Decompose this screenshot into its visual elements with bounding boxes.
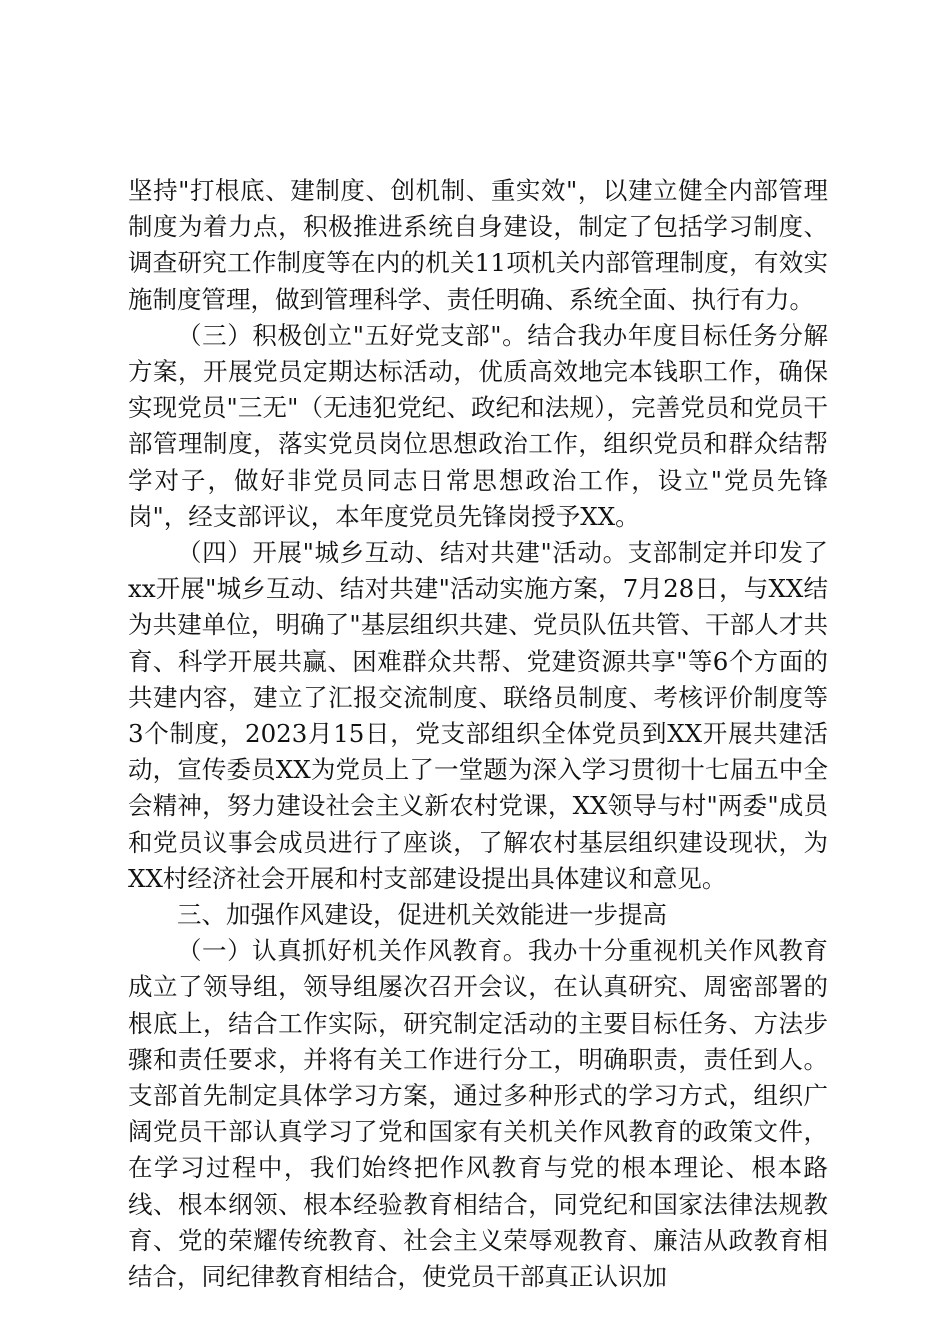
document-body xyxy=(128,173,828,1295)
section-heading: 三、加强作风建设，促进机关效能进一步提高 xyxy=(177,900,667,930)
paragraph-2: （三）积极创立"五好党支部"。结合我办年度目标任务分解方案，开展党员定期达标活动，优质高效地完本钱职工作，确保实现党员"三无"（无违犯党纪、政纪和法规），完善党员和党员干部管理制度，落实党员岗位思想政治工作，组织党员和群众结帮学对子，做好非党员同志日常思想政治工作，设立"党员先锋岗"，经支部评议，本年度党员先锋岗授予XX。 xyxy=(128,320,828,531)
paragraph-3: （四）开展"城乡互动、结对共建"活动。支部制定并印发了xx开展"城乡互动、结对共建"活动实施方案，7月28日，与XX结为共建单位，明确了"基层组织共建、党员队伍共管、干部人才共育、科学开展共赢、困难群众共帮、党建资源共享"等6个方面的共建内容，建立了汇报交流制度、联络员制度、考核评价制度等3个制度，2023月15日，党支部组织全体党员到XX开展共建活动，宣传委员XX为党员上了一堂题为深入学习贯彻十七届五中全会精神，努力建设社会主义新农村党课，XX领导与村"两委"成员和党员议事会成员进行了座谈，了解农村基层组织建设现状，为XX村经济社会开展和村支部建设提出具体建议和意见。 xyxy=(128,538,828,893)
paragraph-1: 坚持"打根底、建制度、创机制、重实效"，以建立健全内部管理制度为着力点，积极推进系统自身建设，制定了包括学习制度、调查研究工作制度等在内的机关11项机关内部管理制度，有效实施制度管理，做到管理科学、责任明确、系统全面、执行有力。 xyxy=(128,176,828,314)
paragraph-5: （一）认真抓好机关作风教育。我办十分重视机关作风教育成立了领导组，领导组屡次召开会议，在认真研究、周密部署的根底上，结合工作实际，研究制定活动的主要目标任务、方法步骤和责任要求，并将有关工作进行分工，明确职责，责任到人。支部首先制定具体学习方案，通过多种形式的学习方式，组织广阔党员干部认真学习了党和国家有关机关作风教育的政策文件，在学习过程中，我们始终把作风教育与党的根本理论、根本路线、根本纲领、根本经验教育相结合，同党纪和国家法律法规教育、党的荣耀传统教育、社会主义荣辱观教育、廉洁从政教育相结合，同纪律教育相结合，使党员干部真正认识加 xyxy=(128,936,828,1292)
